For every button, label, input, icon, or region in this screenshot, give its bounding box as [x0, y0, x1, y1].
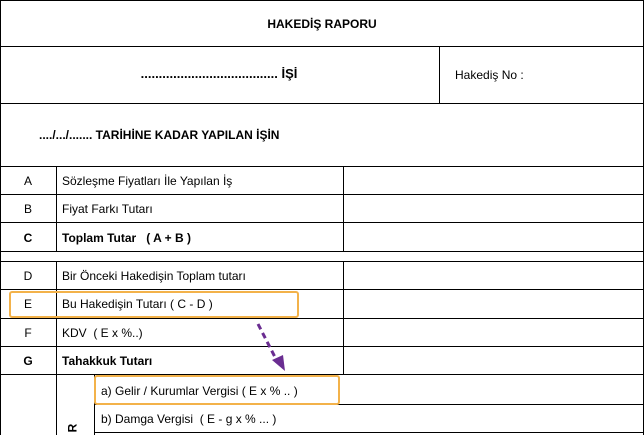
row-code: F [24, 326, 32, 340]
table-border-top [0, 0, 644, 1]
deduction-label: a) Gelir / Kurumlar Vergisi ( E x % .. ) [101, 384, 298, 398]
row-label: Fiyat Farkı Tutarı [62, 202, 153, 216]
table-rule [56, 261, 57, 435]
table-rule [439, 46, 440, 103]
row-label: Bu Hakedişin Tutarı ( C - D ) [62, 297, 213, 311]
arrow-shaft [258, 324, 277, 361]
period-heading: ..../.../....... TARİHİNE KADAR YAPILAN İŞİN [39, 128, 280, 142]
highlight-income-tax [94, 375, 340, 405]
row-code: C [23, 231, 33, 245]
row-code: E [23, 297, 33, 311]
table-border-left [0, 0, 1, 435]
project-name: ...................................... İŞİ [140, 66, 298, 81]
table-rule [343, 261, 344, 374]
row-code: D [23, 269, 33, 283]
row-code: G [23, 354, 33, 368]
row-label: Bir Önceki Hakedişin Toplam tutarı [62, 269, 246, 283]
table-rule [343, 166, 344, 251]
table-rule [0, 251, 644, 252]
row-label: Toplam Tutar ( A + B ) [62, 231, 191, 245]
table-rule [0, 261, 644, 262]
table-rule [0, 46, 644, 47]
table-rule [0, 222, 644, 223]
report-title: HAKEDİŞ RAPORU [267, 17, 377, 31]
table-rule [0, 289, 644, 290]
row-code: A [23, 174, 33, 188]
table-rule [0, 194, 644, 195]
deductions-side-label: R [65, 423, 80, 433]
table-rule [56, 166, 57, 251]
deduction-label: b) Damga Vergisi ( E - g x % ... ) [101, 412, 277, 426]
table-rule [0, 318, 644, 319]
row-code: B [23, 202, 33, 216]
table-rule [0, 103, 644, 104]
arrow-head [272, 355, 285, 371]
row-label: Tahakkuk Tutarı [62, 354, 153, 368]
row-label: KDV ( E x %..) [62, 326, 143, 340]
highlight-current-payment [9, 291, 299, 318]
row-label: Sözleşme Fiyatları İle Yapılan İş [62, 174, 233, 188]
table-rule [0, 166, 644, 167]
payment-no-label: Hakediş No : [455, 68, 524, 82]
table-rule [94, 432, 644, 433]
table-rule [0, 346, 644, 347]
